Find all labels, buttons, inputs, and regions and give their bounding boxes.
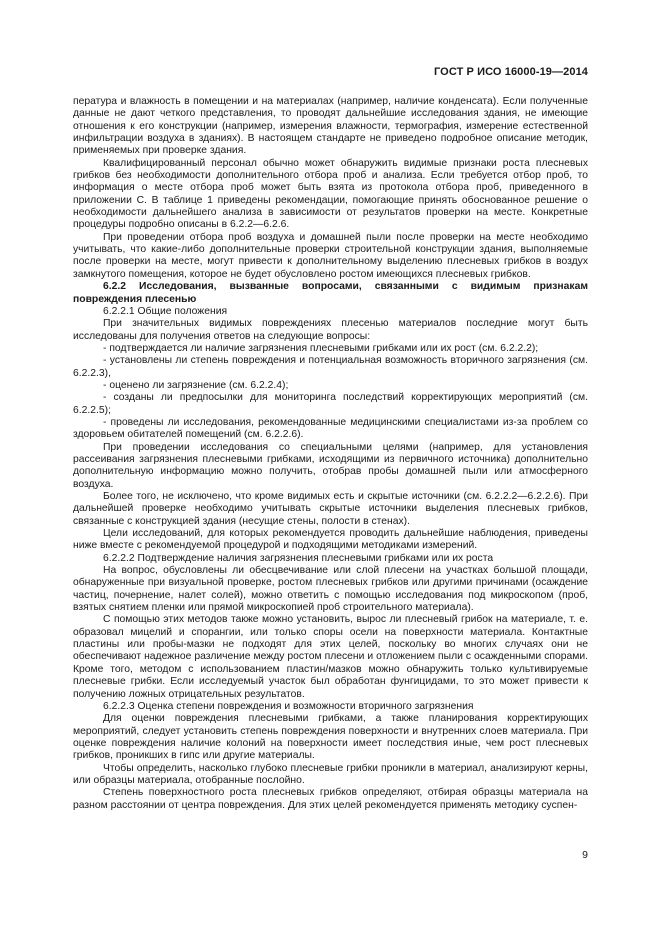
paragraph: Чтобы определить, насколько глубоко плесневые грибки проникли в материал, анализируют керны, или образцы материала, отобранные послойно. <box>73 762 588 786</box>
paragraph: Квалифицированный персонал обычно может обнаружить видимые признаки роста плесневых грибков без необходимости дополнительного отбора проб и анализа. Если требуется отбор проб, то информация о месте отбора проб может быть взята из протокола отбора проб, приведенного в приложении С. В таблице 1 приведены рекомендации, помогающие принять обоснованное решение о необходимости дальнейшего анализа в зависимости от результатов проверки на месте. Конкретные процедуры подробно описаны в 6.2.2—6.2.6. <box>73 157 588 231</box>
paragraph: Для оценки повреждения плесневыми грибками, а также планирования корректирующих мероприятий, следует установить степень повреждения поверхности и внутренних слоев материала. При оценке повреждения наличие колоний на поверхности имеет последствия иные, чем рост плесневых грибков, проникших в гипс или другие материалы. <box>73 713 588 762</box>
list-item: - проведены ли исследования, рекомендованные медицинскими специалистами из-за проблем со здоровьем обитателей помещений (см. 6.2.2.6). <box>73 416 588 441</box>
subsection-heading-6-2-2-1: 6.2.2.1 Общие положения <box>103 305 228 317</box>
section-heading-6-2-2: 6.2.2 Исследования, вызванные вопросами, связанными с видимым признакам повреждения плесенью <box>73 281 588 305</box>
paragraph: При значительных видимых повреждениях плесенью материалов последние могут быть исследованы для получения ответов на следующие вопросы: <box>73 318 588 342</box>
document-code-header: ГОСТ Р ИСО 16000-19—2014 <box>433 66 588 78</box>
paragraph: При проведении исследования со специальными целями (например, для установления рассеивания загрязнения плесневыми грибками, исходящими из первичного источника) дополнительно дополнительную информацию можно получить, отобрав пробы домашней пыли или атмосферного воздуха. <box>73 441 588 490</box>
paragraph: пература и влажность в помещении и на материалах (например, наличие конденсата). Если полученные данные не дают четкого представления, то проводят дальнейшие исследования здания, не имеющие отношения к его конструкции (например, измерения влажности, термография, измерение естественной инфильтрации воздуха в зданиях). В настоящем стандарте не приведено подробное описание методик, применяемых при проверке здания. <box>73 96 588 157</box>
subsection-heading-6-2-2-3: 6.2.2.3 Оценка степени повреждения и возможности вторичного загрязнения <box>103 700 474 712</box>
paragraph: Цели исследований, для которых рекомендуется проводить дальнейшие наблюдения, приведены ниже вместе с рекомендуемой процедурой и подходящими методиками измерений. <box>73 528 588 552</box>
list-item: - установлены ли степень повреждения и потенциальная возможность вторичного загрязнения (см. 6.2.2.3), <box>73 355 588 379</box>
list-item: - подтверждается ли наличие загрязнения плесневыми грибками или их рост (см. 6.2.2.2); <box>103 342 539 354</box>
paragraph: При проведении отбора проб воздуха и домашней пыли после проверки на месте необходимо учитывать, что какие-либо дополнительные проверки строительной конструкции здания, выполняемые после проверки на месте, могут привести к дополнительному выделению плесневых грибков в воздух замкнутого помещения, которое не будет обусловлено ростом имеющихся плесневых грибков. <box>73 231 588 280</box>
page-body <box>73 96 588 812</box>
paragraph: Более того, не исключено, что кроме видимых есть и скрытые источники (см. 6.2.2.2—6.2.2.6). При дальнейшей проверке необходимо учитывать скрытые источники выделения плесневых грибков, связанные с конструкцией здания (несущие стены, полости в стенах). <box>73 491 588 527</box>
paragraph: С помощью этих методов также можно установить, вырос ли плесневый грибок на материале, т. е. образовал мицелий и спорангии, или только споры осели на поверхности материала. Контактные пластины или пробы-мазки не подходят для этих целей, поскольку во многих случаях они не обеспечивают надежное различение между ростом плесени и отложением пыли с осажденными спорами. Кроме того, методом с использованием пластин/мазков можно обнаружить только культивируемые плесневые грибки. Если исследуемый участок был обработан фунгицидами, то это может привести к получению ложных отрицательных результатов. <box>73 614 588 700</box>
page-number: 9 <box>582 849 588 861</box>
subsection-heading-6-2-2-2: 6.2.2.2 Подтверждение наличия загрязнения плесневыми грибками или их роста <box>103 552 494 564</box>
paragraph: На вопрос, обусловлены ли обесцвечивание или слой плесени на участках большой площади, обнаруженные при визуальной проверке, ростом плесневых грибков или другими причинами (осаждение частиц, почернение, налет солей), можно ответить с помощью исследования под микроскопом (проб, взятых снятием пленки или прямой микроскопией проб строительного материала). <box>73 565 588 614</box>
paragraph: Степень поверхностного роста плесневых грибков определяют, отбирая образцы материала на разном расстоянии от центра повреждения. Для этих целей рекомендуется применять методику суспен- <box>73 787 588 811</box>
list-item: - созданы ли предпосылки для мониторинга последствий корректирующих мероприятий (см. 6.2.2.5); <box>73 392 588 416</box>
list-item: - оценено ли загрязнение (см. 6.2.2.4); <box>103 379 289 391</box>
